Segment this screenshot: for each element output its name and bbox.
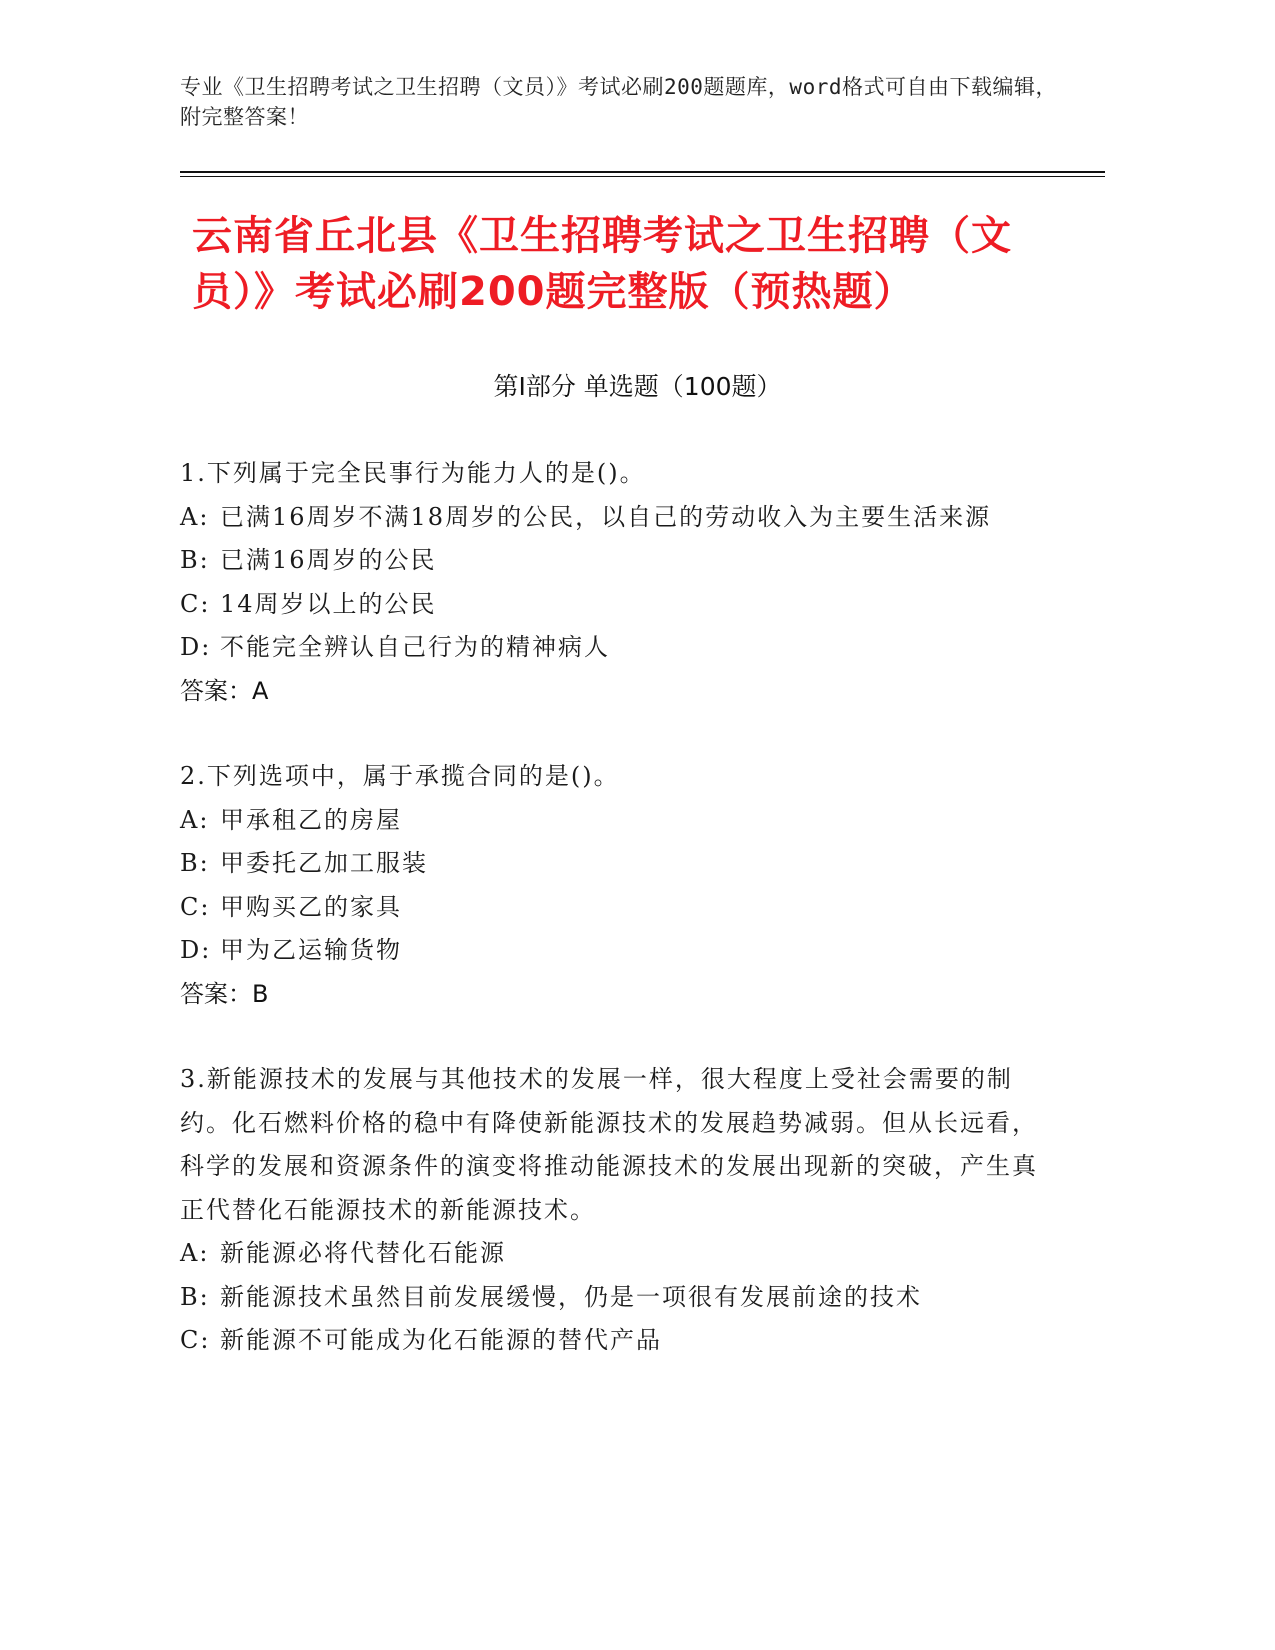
option-c	[180, 886, 1040, 930]
question-2	[180, 755, 1040, 1016]
option-text: 已满16周岁不满18周岁的公民，以自己的劳动收入为主要生活来源	[220, 502, 992, 531]
option-b	[180, 539, 1040, 583]
option-d	[180, 929, 1040, 973]
header-rule-thick	[180, 171, 1105, 173]
option-text: 甲购买乙的家具	[220, 892, 402, 921]
answer-line: 答案：A	[180, 676, 269, 705]
option-letter: B:	[180, 1282, 210, 1311]
option-a	[180, 496, 1040, 540]
option-letter: A:	[180, 502, 210, 531]
option-letter: A:	[180, 805, 210, 834]
question-stem: 2.下列选项中，属于承揽合同的是()。	[180, 762, 620, 790]
question-list	[180, 452, 1040, 1405]
option-letter: A:	[180, 1239, 210, 1267]
option-text: 新能源必将代替化石能源	[220, 1239, 506, 1267]
option-letter: C:	[180, 1326, 211, 1354]
option-text: 甲委托乙加工服装	[220, 849, 428, 877]
option-c	[180, 583, 1040, 627]
option-c	[180, 1319, 1040, 1363]
option-letter: C:	[180, 892, 211, 921]
option-text: 不能完全辨认自己行为的精神病人	[220, 633, 610, 661]
option-text: 已满16周岁的公民	[220, 546, 437, 574]
option-b	[180, 842, 1040, 886]
option-letter: D:	[180, 936, 212, 964]
document-title: 云南省丘北县《卫生招聘考试之卫生招聘（文员）》考试必刷200题完整版（预热题）	[192, 213, 1012, 315]
option-text: 新能源不可能成为化石能源的替代产品	[220, 1326, 662, 1354]
option-letter: B:	[180, 546, 210, 574]
option-text: 甲承租乙的房屋	[220, 805, 402, 834]
question-stem: 3.新能源技术的发展与其他技术的发展一样，很大程度上受社会需要的制约。化石燃料价格的稳中有降使新能源技术的发展趋势减弱。但从长远看，科学的发展和资源条件的演变将推动能源技术的发展出现新的突破，产生真正代替化石能源技术的新能源技术。	[180, 1065, 1038, 1224]
answer-line: 答案：B	[180, 979, 269, 1008]
option-text: 甲为乙运输货物	[220, 936, 402, 964]
question-1	[180, 452, 1040, 713]
option-b	[180, 1276, 1040, 1320]
question-stem: 1.下列属于完全民事行为能力人的是()。	[180, 459, 646, 487]
header-note: 专业《卫生招聘考试之卫生招聘（文员）》考试必刷200题题库，word格式可自由下载编辑，附完整答案！	[180, 75, 1057, 129]
option-letter: C:	[180, 589, 211, 618]
option-d	[180, 626, 1040, 670]
option-letter: D:	[180, 633, 212, 661]
option-a	[180, 799, 1040, 843]
section-heading: 第Ⅰ部分 单选题（100题）	[493, 372, 782, 401]
question-3	[180, 1058, 1040, 1363]
option-a	[180, 1232, 1040, 1276]
option-text: 14周岁以上的公民	[220, 589, 437, 618]
option-letter: B:	[180, 849, 210, 877]
option-text: 新能源技术虽然目前发展缓慢，仍是一项很有发展前途的技术	[220, 1282, 922, 1311]
header-rule-thin	[180, 176, 1105, 177]
